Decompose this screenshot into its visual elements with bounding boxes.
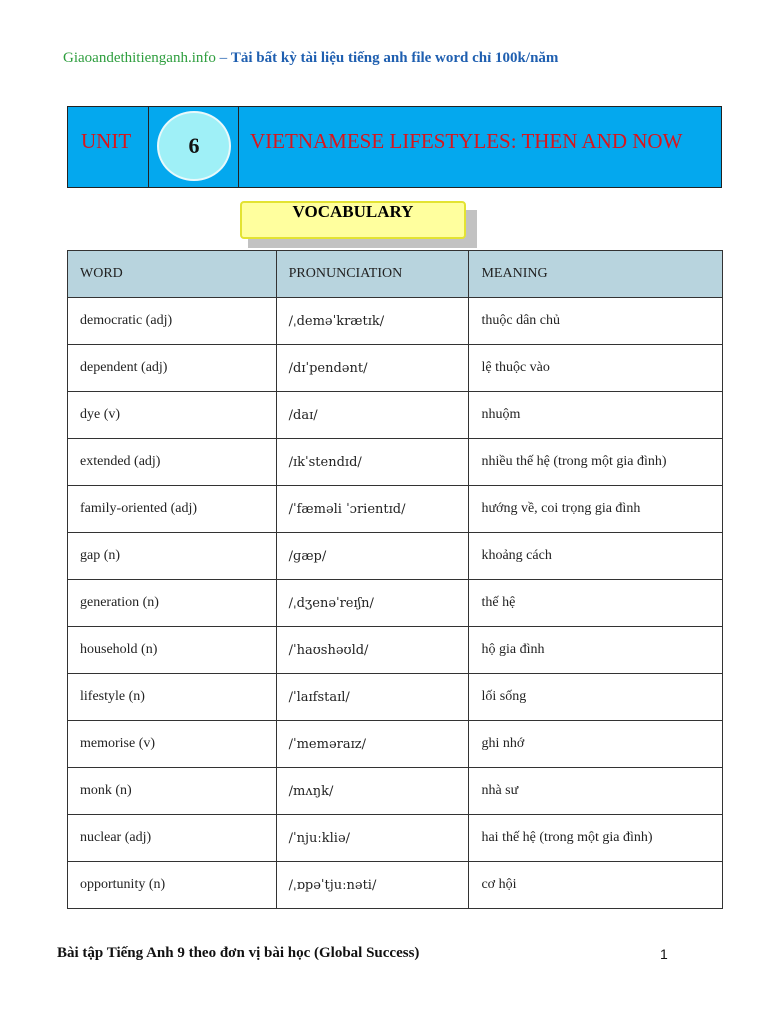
word-cell: nuclear (adj) [68, 815, 277, 862]
table-header-row [68, 251, 723, 298]
table-row [68, 392, 723, 439]
unit-title: VIETNAMESE LIFESTYLES: THEN AND NOW [250, 129, 683, 153]
unit-label-cell [68, 107, 149, 187]
meaning-cell: lối sống [469, 674, 723, 721]
table-row [68, 674, 723, 721]
word-cell: extended (adj) [68, 439, 277, 486]
meaning-cell: hai thế hệ (trong một gia đình) [469, 815, 723, 862]
column-header-word: WORD [68, 251, 277, 298]
meaning-cell: nhà sư [469, 768, 723, 815]
table-row [68, 862, 723, 909]
table-row [68, 486, 723, 533]
pronunciation-cell: /ˈhaʊshəʊld/ [276, 627, 469, 674]
unit-banner [67, 106, 722, 188]
meaning-cell: lệ thuộc vào [469, 345, 723, 392]
pronunciation-cell: /mʌŋk/ [276, 768, 469, 815]
pronunciation-cell: /ˌɒpəˈtjuːnəti/ [276, 862, 469, 909]
header-separator: – [215, 50, 231, 66]
word-cell: monk (n) [68, 768, 277, 815]
table-row [68, 768, 723, 815]
word-cell: opportunity (n) [68, 862, 277, 909]
pronunciation-cell: /ɪkˈstendɪd/ [276, 439, 469, 486]
pronunciation-cell: /ˈmeməraɪz/ [276, 721, 469, 768]
table-row [68, 721, 723, 768]
meaning-cell: thuộc dân chủ [469, 298, 723, 345]
promo-text: Tải bất kỳ tài liệu tiếng anh file word chỉ 100k/năm [230, 50, 559, 66]
footer-title: Bài tập Tiếng Anh 9 theo đơn vị bài học (Global Success) [57, 945, 420, 961]
word-cell: lifestyle (n) [68, 674, 277, 721]
meaning-cell: hộ gia đình [469, 627, 723, 674]
word-cell: generation (n) [68, 580, 277, 627]
pronunciation-cell: /ˈfæməli ˈɔrientɪd/ [276, 486, 469, 533]
pronunciation-cell: /ˌdeməˈkrætɪk/ [276, 298, 469, 345]
pronunciation-cell: /ˌdʒenəˈreɪʃn/ [276, 580, 469, 627]
pronunciation-cell: /ɡæp/ [276, 533, 469, 580]
page-number: 1 [660, 946, 668, 962]
word-cell: family-oriented (adj) [68, 486, 277, 533]
table-row [68, 439, 723, 486]
table-row [68, 815, 723, 862]
vocabulary-table [67, 250, 723, 909]
pronunciation-cell: /ˈnjuːkliə/ [276, 815, 469, 862]
table-row [68, 345, 723, 392]
unit-number-badge: 6 [157, 111, 231, 181]
word-cell: dependent (adj) [68, 345, 277, 392]
site-link[interactable]: Giaoandethitienganh.info [63, 50, 216, 66]
column-header-pronunciation: PRONUNCIATION [276, 251, 469, 298]
meaning-cell: thế hệ [469, 580, 723, 627]
meaning-cell: cơ hội [469, 862, 723, 909]
column-header-meaning: MEANING [469, 251, 723, 298]
unit-label: UNIT [81, 129, 132, 153]
word-cell: democratic (adj) [68, 298, 277, 345]
meaning-cell: nhuộm [469, 392, 723, 439]
table-row [68, 298, 723, 345]
meaning-cell: nhiều thế hệ (trong một gia đình) [469, 439, 723, 486]
header-promo-line [63, 50, 558, 67]
unit-number-cell [148, 107, 239, 187]
pronunciation-cell: /dɪˈpendənt/ [276, 345, 469, 392]
pronunciation-cell: /daɪ/ [276, 392, 469, 439]
pronunciation-cell: /ˈlaɪfstaɪl/ [276, 674, 469, 721]
word-cell: memorise (v) [68, 721, 277, 768]
word-cell: gap (n) [68, 533, 277, 580]
meaning-cell: hướng về, coi trọng gia đình [469, 486, 723, 533]
meaning-cell: khoảng cách [469, 533, 723, 580]
table-row [68, 580, 723, 627]
word-cell: dye (v) [68, 392, 277, 439]
table-row [68, 627, 723, 674]
meaning-cell: ghi nhớ [469, 721, 723, 768]
table-row [68, 533, 723, 580]
word-cell: household (n) [68, 627, 277, 674]
vocabulary-heading: VOCABULARY [240, 201, 466, 239]
